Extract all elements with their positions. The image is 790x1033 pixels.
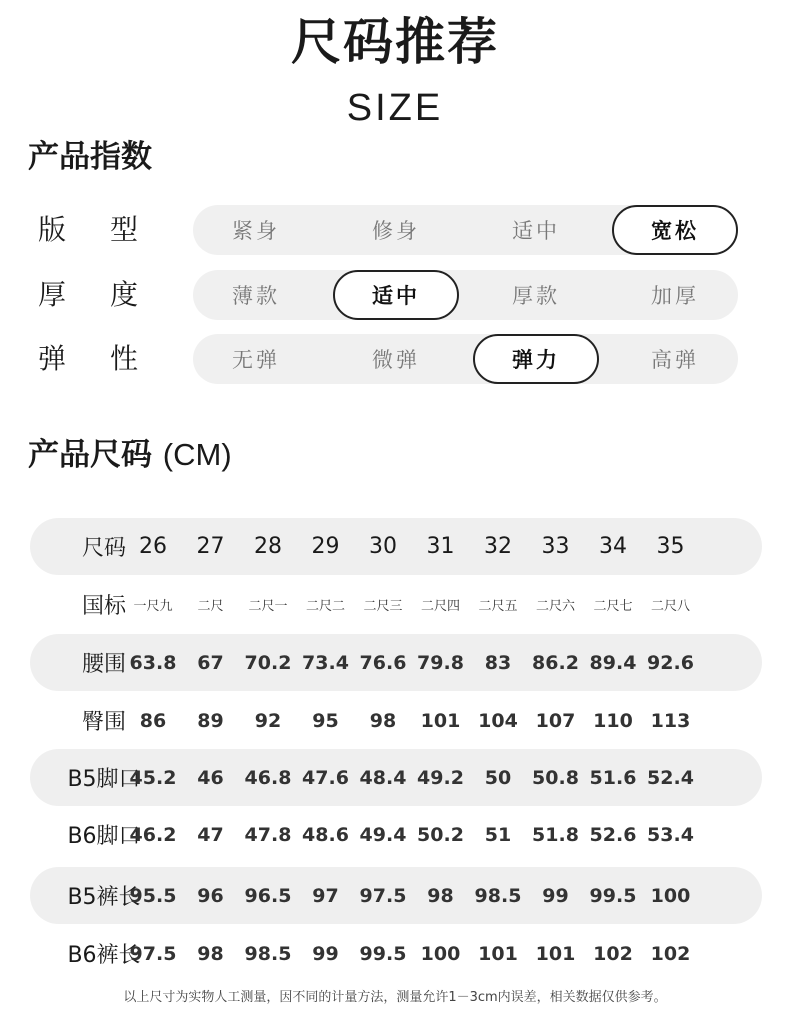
size-cell: 98.5 [474,884,522,907]
size-table-row [30,634,762,691]
index-row-label-char: 性 [109,342,138,375]
size-cell: 二尺一 [248,599,288,614]
size-cell: 70.2 [244,651,292,674]
size-cell: 98 [197,942,224,965]
size-cell: 一尺九 [133,599,173,614]
size-cell: 50 [484,766,512,789]
index-option: 微弹 [372,348,420,372]
size-cell: 47 [197,823,224,846]
size-cell: 二尺四 [420,599,460,614]
size-cell: 92 [254,709,282,732]
size-cell: 46.8 [244,766,292,789]
size-table-row [30,925,762,982]
index-option-track [193,205,738,255]
size-cell: 86 [139,709,167,732]
size-cell: 二尺二 [305,599,345,614]
size-cell: 73.4 [302,651,349,674]
size-cell: 28 [254,534,282,559]
size-cell: 63.8 [129,651,177,674]
index-option: 薄款 [232,284,280,308]
size-cell: 30 [369,534,397,559]
size-cell: 48.6 [302,823,349,846]
size-cell: 98 [369,709,397,732]
size-cell: 79.8 [417,651,464,674]
size-cell: 27 [196,534,225,559]
index-option: 适中 [512,219,560,243]
size-cell: 二尺六 [535,599,575,614]
size-row-label: B5裤长 [67,885,141,910]
size-cell: 95.5 [129,884,177,907]
size-cell: 52.4 [647,766,694,789]
size-cell: 49.4 [359,823,407,846]
size-cell: 101 [535,942,576,965]
size-table-row [30,576,762,633]
size-cell: 92.6 [647,651,694,674]
size-row-label: 臀围 [81,710,126,735]
index-row [0,270,790,320]
size-cell: 46.2 [129,823,177,846]
size-row-label: 尺码 [81,536,126,561]
size-row-label: B6裤长 [67,943,141,968]
size-cell: 33 [541,534,570,559]
size-table-row [30,867,762,924]
index-option: 厚款 [512,284,560,308]
size-cell: 48.4 [359,766,407,789]
size-cell: 45.2 [129,766,177,789]
index-row-label-char: 度 [109,278,138,311]
size-cell: 51.8 [532,823,579,846]
size-cell: 二尺八 [650,599,690,614]
size-cell: 47.8 [244,823,292,846]
index-row [0,334,790,384]
size-cell: 53.4 [647,823,694,846]
size-cell: 89.4 [589,651,637,674]
size-cell: 98 [427,884,454,907]
page-subtitle: SIZE [346,87,444,129]
size-cell: 二尺七 [593,599,633,614]
size-cell: 100 [650,884,691,907]
size-cell: 二尺 [197,599,224,614]
index-option: 修身 [372,219,420,243]
index-row-label-char: 弹 [38,342,67,375]
size-row-label: B6脚口 [67,824,141,849]
size-row-label: B5脚口 [67,767,141,792]
page-title: 尺码推荐 [291,13,499,71]
index-option: 高弹 [651,348,699,372]
size-cell: 50.8 [532,766,579,789]
size-cell: 46 [197,766,224,789]
index-row-label-char: 型 [109,213,138,246]
size-cell: 35 [656,534,685,559]
index-option-track [193,270,738,320]
size-cell: 89 [197,709,224,732]
size-table-row [30,518,762,575]
size-cell: 95 [312,709,339,732]
size-cell: 49.2 [417,766,464,789]
size-cell: 31 [426,534,455,559]
size-cell: 113 [650,709,691,732]
size-cell: 100 [420,942,461,965]
index-option-selected: 弹力 [473,334,599,384]
size-cell: 二尺三 [363,599,403,614]
size-table-row [30,806,762,863]
size-cell: 96 [197,884,224,907]
index-option: 紧身 [232,219,280,243]
size-section-title-text: 产品尺码 [28,437,152,473]
size-cell: 47.6 [302,766,349,789]
index-row [0,205,790,255]
index-section-title: 产品指数 [28,139,152,175]
size-row-label: 腰围 [81,652,126,677]
size-cell: 98.5 [244,942,292,965]
size-cell: 二尺五 [478,599,518,614]
size-cell: 99 [312,942,339,965]
size-cell: 67 [197,651,224,674]
size-cell: 102 [650,942,691,965]
size-cell: 83 [484,651,512,674]
size-cell: 99 [542,884,569,907]
size-cell: 97.5 [359,884,407,907]
index-option-selected: 宽松 [612,205,738,255]
size-cell: 52.6 [589,823,637,846]
index-option: 无弹 [232,348,280,372]
size-cell: 96.5 [244,884,292,907]
size-cell: 32 [484,534,512,559]
index-option-selected: 适中 [333,270,459,320]
index-row-label [38,205,138,255]
index-row-label-char: 厚 [38,278,67,311]
size-cell: 97 [312,884,339,907]
size-cell: 34 [599,534,627,559]
size-table-row [30,749,762,806]
index-option: 加厚 [651,284,699,308]
size-cell: 110 [593,709,633,732]
size-cell: 97.5 [129,942,177,965]
size-cell: 104 [478,709,518,732]
size-cell: 51.6 [589,766,637,789]
size-cell: 107 [535,709,576,732]
size-cell: 76.6 [359,651,407,674]
size-cell: 99.5 [359,942,407,965]
index-row-label-char: 版 [38,213,67,246]
footnote: 以上尺寸为实物人工测量，因不同的计量方法，测量允许1－3cm内误差，相关数据仅供参考。 [123,990,667,1005]
size-section-title [28,435,232,475]
index-row-label [38,270,138,320]
size-cell: 101 [420,709,461,732]
size-cell: 102 [593,942,633,965]
size-table-row [30,692,762,749]
size-cell: 26 [139,534,167,559]
size-cell: 86.2 [532,651,579,674]
size-section-unit: (CM) [162,437,232,472]
index-row-label [38,334,138,384]
size-cell: 29 [311,534,340,559]
size-cell: 51 [484,823,512,846]
size-cell: 50.2 [417,823,464,846]
size-cell: 101 [478,942,518,965]
size-cell: 99.5 [589,884,637,907]
index-option-track [193,334,738,384]
size-row-label: 国标 [81,594,126,619]
